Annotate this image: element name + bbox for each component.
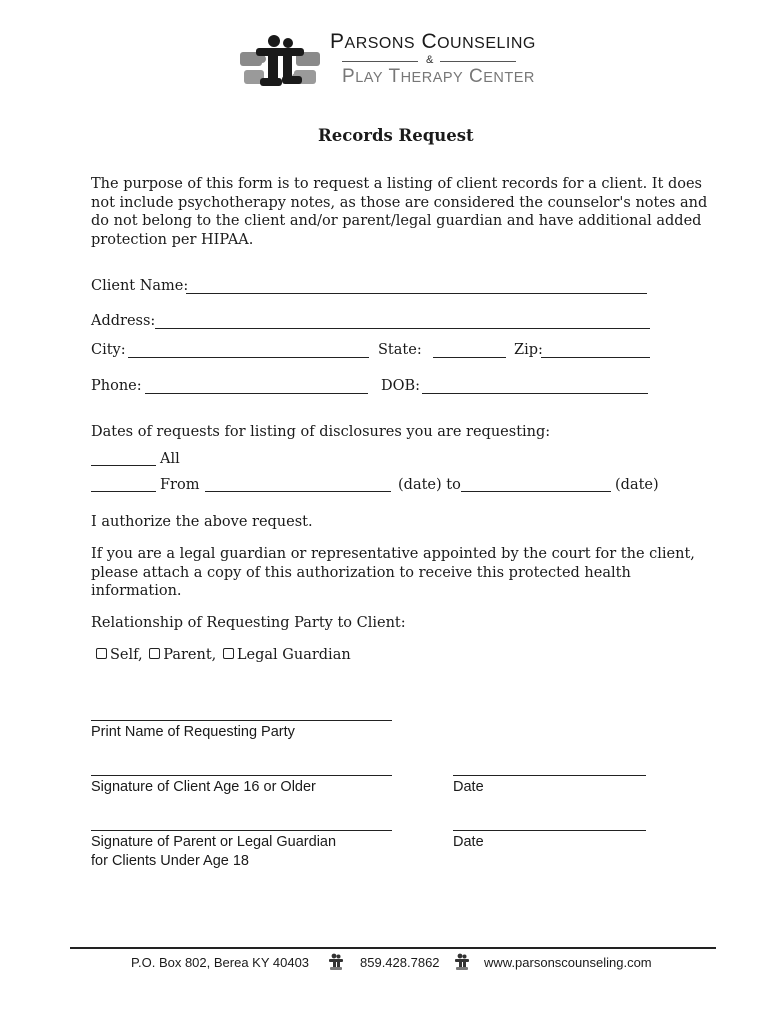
logo-ampersand: &: [426, 54, 434, 66]
intro-line: protection per HIPAA.: [91, 231, 254, 248]
date2-line[interactable]: [453, 830, 646, 831]
logo-rule-left: [342, 61, 418, 62]
guardian-line: please attach a copy of this authorization to receive this protected health: [91, 564, 631, 581]
logo-line2: PLAY THERAPY CENTER: [342, 66, 535, 87]
intro-line: not include psychotherapy notes, as those are considered the counselor's notes and: [91, 194, 708, 211]
logo: [238, 30, 538, 94]
address-label: Address:: [91, 313, 156, 329]
guardian-line: information.: [91, 583, 182, 599]
date1-line[interactable]: [453, 775, 646, 776]
footer-figure-icon: [454, 953, 470, 971]
footer-phone: 859.428.7862: [360, 955, 440, 970]
footer-figure-icon: [328, 953, 344, 971]
parent-label: Parent,: [163, 647, 217, 663]
legal-guardian-checkbox[interactable]: [223, 648, 234, 659]
zip-field[interactable]: [541, 357, 650, 358]
footer-rule: [70, 947, 716, 949]
parent-signature-label-2: for Clients Under Age 18: [91, 853, 249, 869]
date1-label: Date: [453, 779, 484, 795]
legal-guardian-label: Legal Guardian: [236, 647, 351, 663]
client-signature-label: Signature of Client Age 16 or Older: [91, 779, 316, 795]
date-to-label: (date) to: [398, 477, 461, 493]
self-checkbox[interactable]: [96, 648, 107, 659]
from-label: From: [160, 477, 200, 493]
dob-field[interactable]: [422, 393, 648, 394]
to-date-field[interactable]: [461, 491, 611, 492]
client-name-field[interactable]: [186, 293, 647, 294]
all-label: All: [160, 451, 180, 467]
city-label: City:: [91, 342, 126, 358]
relationship-heading: Relationship of Requesting Party to Client:: [91, 615, 406, 631]
intro-paragraph: [91, 175, 707, 249]
logo-rule-right: [440, 61, 516, 62]
state-label: State:: [378, 342, 422, 358]
all-checkline[interactable]: [91, 465, 156, 466]
state-field[interactable]: [433, 357, 506, 358]
intro-line: The purpose of this form is to request a listing of client records for a client. It does: [91, 176, 702, 192]
page-title: Records Request: [318, 126, 474, 145]
guardian-paragraph: [91, 545, 695, 601]
city-field[interactable]: [128, 357, 369, 358]
from-date-field[interactable]: [205, 491, 391, 492]
footer-website[interactable]: www.parsonscounseling.com: [484, 955, 652, 970]
self-label: Self,: [110, 647, 143, 663]
client-signature-line[interactable]: [91, 775, 392, 776]
print-name-label: Print Name of Requesting Party: [91, 724, 295, 740]
from-checkline[interactable]: [91, 491, 156, 492]
parent-signature-label-1: Signature of Parent or Legal Guardian: [91, 834, 337, 850]
logo-puzzle-figures-icon: [238, 34, 324, 90]
parent-checkbox[interactable]: [149, 648, 160, 659]
date2-label: Date: [453, 834, 484, 850]
print-name-line[interactable]: [91, 720, 392, 721]
parent-signature-line[interactable]: [91, 830, 392, 831]
client-name-label: Client Name:: [91, 278, 189, 294]
dob-label: DOB:: [381, 378, 421, 394]
footer-address: P.O. Box 802, Berea KY 40403: [131, 955, 310, 970]
dates-heading: Dates of requests for listing of disclosures you are requesting:: [91, 424, 551, 440]
logo-line1: PARSONS COUNSELING: [330, 30, 536, 53]
intro-line: do not belong to the client and/or parent/legal guardian and have additional added: [91, 213, 702, 229]
phone-label: Phone:: [91, 378, 142, 394]
guardian-line: If you are a legal guardian or representative appointed by the court for the client,: [91, 546, 695, 562]
address-field[interactable]: [155, 328, 650, 329]
phone-field[interactable]: [145, 393, 368, 394]
relationship-options: [96, 647, 351, 663]
zip-label: Zip:: [514, 342, 543, 358]
authorize-text: I authorize the above request.: [91, 514, 313, 530]
date-label: (date): [615, 477, 659, 493]
